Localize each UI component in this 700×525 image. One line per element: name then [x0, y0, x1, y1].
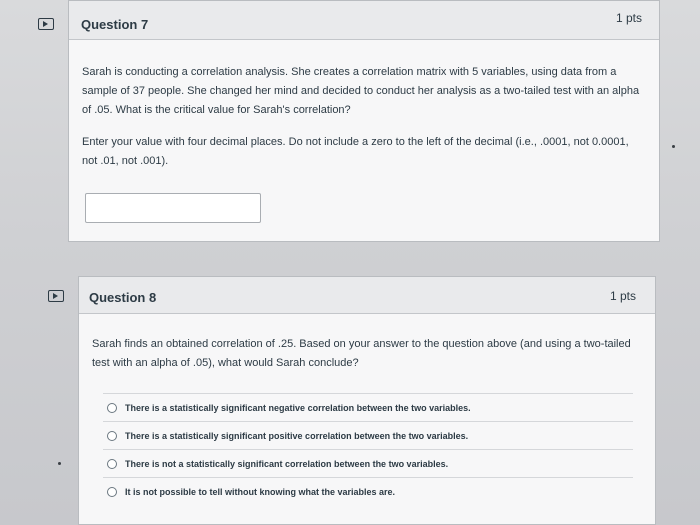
question-7-text: Sarah is conducting a correlation analysis. She creates a correlation matrix with 5 variables, using data from a sample of 37 people. She changed her mind and decided to conduct her analysis as a two-tailed test with an alpha of .05. What is the critical value for Sarah's correlation?	[82, 66, 640, 116]
answer-option-label: There is a statistically significant positive correlation between the two variables.	[125, 431, 469, 441]
question-8-points: 1 pts	[610, 289, 637, 303]
radio-button[interactable]	[107, 403, 117, 413]
question-8-header	[79, 277, 655, 314]
question-8-text: Sarah finds an obtained correlation of .25. Based on your answer to the question above (and using a two-tailed test with an alpha of .05), what would Sarah conclude?	[92, 338, 631, 369]
question-7-header	[69, 1, 659, 40]
flag-question-icon[interactable]	[48, 290, 64, 302]
question-7-title: Question 7	[81, 17, 149, 32]
answer-option-label: It is not possible to tell without knowing what the variables are.	[125, 487, 396, 497]
answer-option-3[interactable]	[103, 449, 633, 478]
question-8-card	[78, 276, 656, 525]
page-marker-dot	[58, 462, 61, 465]
answer-option-label: There is a statistically significant negative correlation between the two variables.	[125, 403, 471, 413]
radio-button[interactable]	[107, 431, 117, 441]
answer-option-2[interactable]	[103, 421, 633, 450]
question-7-instructions: Enter your value with four decimal places. Do not include a zero to the left of the decimal (i.e., .0001, not 0.0001, not .01, not .001).	[82, 136, 629, 167]
answer-option-4[interactable]	[103, 477, 633, 506]
question-8-title: Question 8	[89, 290, 157, 305]
answer-option-1[interactable]	[103, 393, 633, 422]
page-marker-dot	[672, 145, 675, 148]
radio-button[interactable]	[107, 459, 117, 469]
question-7-points: 1 pts	[616, 11, 643, 25]
flag-question-icon[interactable]	[38, 18, 54, 30]
radio-button[interactable]	[107, 487, 117, 497]
question-7-card	[68, 0, 660, 242]
question-7-answer-input[interactable]	[85, 193, 261, 223]
answer-option-label: There is not a statistically significant correlation between the two variables.	[125, 459, 449, 469]
